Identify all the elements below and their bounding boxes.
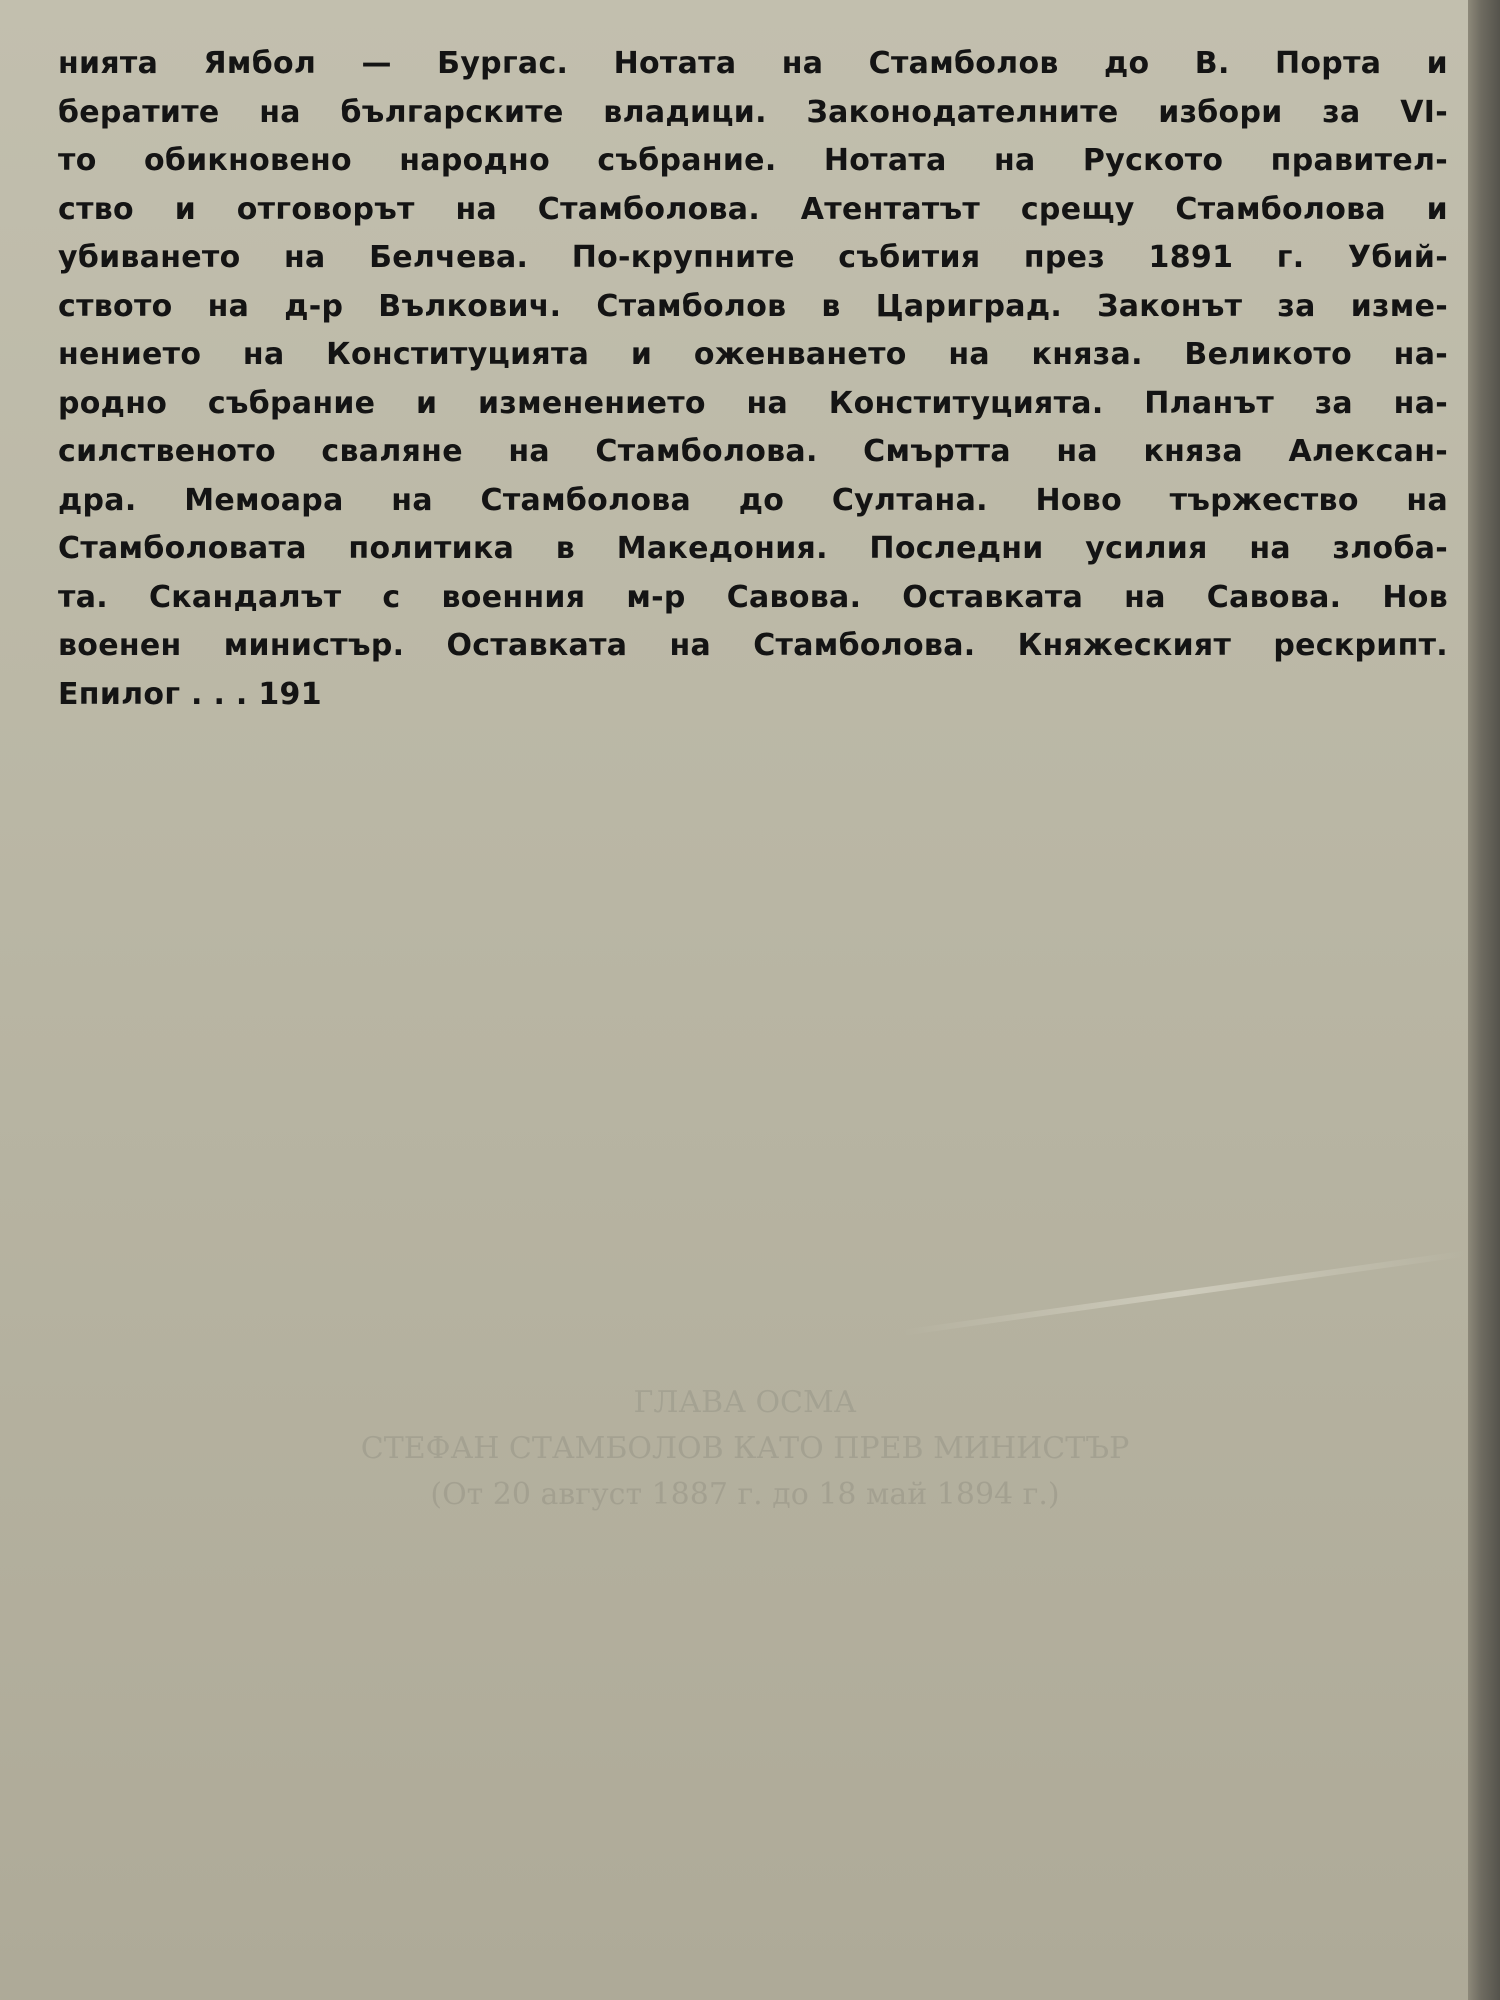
- epilogue-line: Епилог . . . 191: [58, 676, 322, 712]
- text-line: родно събрание и изменението на Конституцията. Планът за на-: [58, 385, 1448, 421]
- text-line: военен министър. Оставката на Стамболова. Княжеският рескрипт.: [58, 628, 1448, 663]
- text-line: убиването на Белчева. По-крупните събития през 1891 г. Убий-: [58, 240, 1448, 275]
- contents-paragraph: [58, 40, 1448, 719]
- bleed-through-chapter-title: СТЕФАН СТАМБОЛОВ КАТО ПРЕВ МИНИСТЪР: [360, 1431, 1130, 1466]
- bleed-through-text: [40, 1380, 1450, 1518]
- text-line: силственото сваляне на Стамболова. Смъртта на княза Алексан-: [58, 434, 1448, 469]
- page-fold-mark: [902, 1250, 1467, 1335]
- text-line: ство и отговорът на Стамболова. Атентатът срещу Стамболова и: [58, 191, 1448, 227]
- page-gutter-edge: [1468, 0, 1500, 2000]
- bleed-through-chapter-dates: (От 20 август 1887 г. до 18 май 1894 г.): [430, 1477, 1060, 1512]
- text-line: то обикновено народно събрание. Нотата на Руското правител-: [58, 143, 1448, 178]
- text-line: та. Скандалът с военния м-р Савова. Оставката на Савова. Нов: [58, 579, 1448, 615]
- bleed-through-chapter-heading: ГЛАВА ОСМА: [633, 1385, 857, 1420]
- text-line: нията Ямбол — Бургас. Нотата на Стамболов до В. Порта и: [58, 46, 1448, 81]
- text-line: ството на д-р Вълкович. Стамболов в Цариград. Законът за изме-: [58, 288, 1448, 324]
- text-line: бератите на българските владици. Законодателните избори за VI-: [58, 94, 1448, 130]
- text-line: дра. Мемоара на Стамболова до Султана. Ново тържество на: [58, 482, 1448, 518]
- text-line: Стамболовата политика в Македония. Последни усилия на злоба-: [58, 531, 1448, 566]
- text-line: нението на Конституцията и оженването на княза. Великото на-: [58, 337, 1448, 372]
